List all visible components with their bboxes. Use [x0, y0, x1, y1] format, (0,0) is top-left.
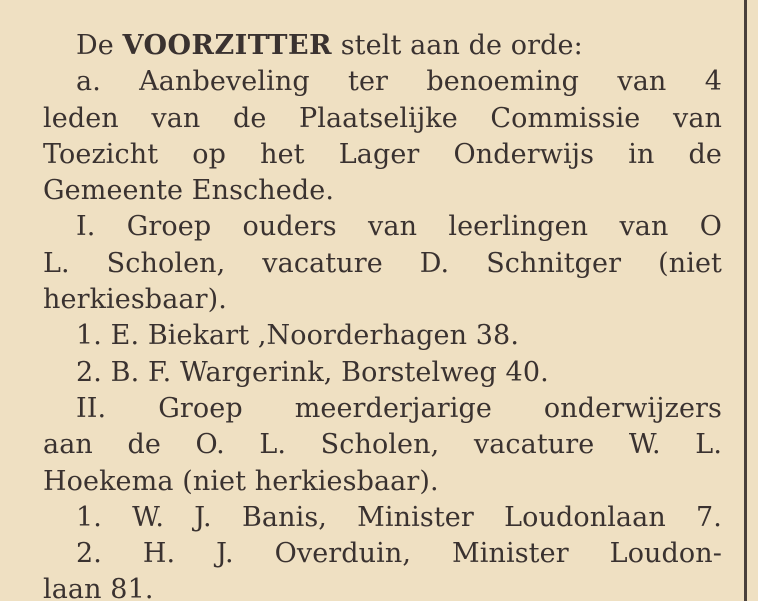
intro-start: De [76, 30, 123, 61]
group-1-line: herkiesbaar). [43, 284, 227, 316]
group-2-line: Hoekema (niet herkiesbaar). [43, 465, 439, 497]
item-a-line: a. Aanbeveling ter benoeming van 4 [76, 66, 722, 98]
intro-end: stelt aan de orde: [332, 30, 583, 61]
article-column [0, 28, 722, 601]
group-2-line: aan de O. L. Scholen, vacature W. L. [43, 429, 722, 461]
group-1-candidate: 1. E. Biekart ,Noorderhagen 38. [76, 320, 520, 352]
column-rule [744, 0, 747, 601]
item-a-line: Toezicht op het Lager Onderwijs in de [43, 138, 722, 170]
group-1-candidate: 2. B. F. Wargerink, Borstelweg 40. [76, 356, 549, 388]
chairman-title: VOORZITTER [122, 30, 333, 61]
group-2-line: II. Groep meerderjarige onderwijzers [76, 392, 722, 424]
group-1-line: I. Groep ouders van leerlingen van O [76, 211, 722, 243]
group-2-candidate: 2. H. J. Overduin, Minister Loudon- [76, 538, 722, 570]
item-a-line: leden van de Plaatselijke Commissie van [43, 102, 722, 134]
group-2-candidate: 1. W. J. Banis, Minister Loudonlaan 7. [76, 501, 722, 533]
group-2-candidate: laan 81. [43, 574, 154, 601]
group-1-line: L. Scholen, vacature D. Schnitger (niet [43, 247, 722, 279]
intro-line [0, 28, 722, 64]
item-a-line: Gemeente Enschede. [43, 175, 334, 207]
